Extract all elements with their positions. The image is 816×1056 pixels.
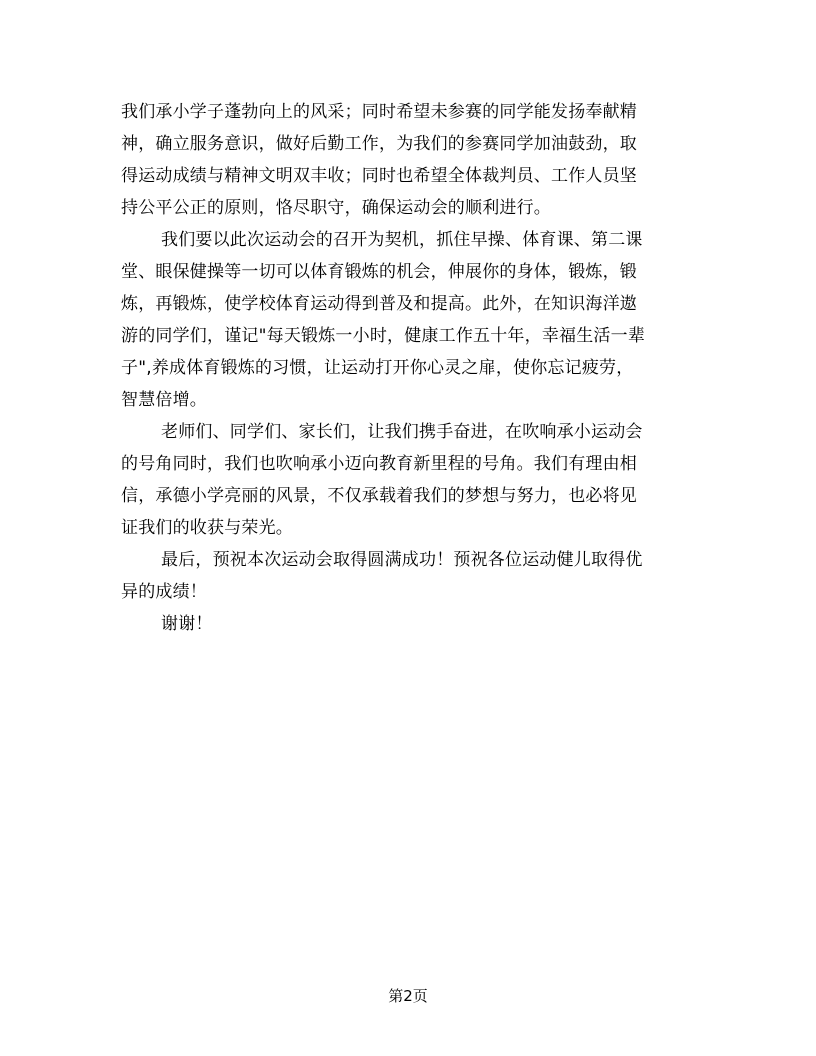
body-text xyxy=(121,96,701,640)
paragraph-3-line-4: 证我们的收获与荣光。 xyxy=(121,518,293,538)
paragraph-3-line-2: 的号角同时，我们也吹响承小迈向教育新里程的号角。我们有理由相 xyxy=(121,454,637,474)
paragraph-1-line-2: 神，确立服务意识，做好后勤工作，为我们的参赛同学加油鼓劲，取 xyxy=(121,134,637,154)
paragraph-4-line-2: 异的成绩！ xyxy=(121,582,207,602)
paragraph-3-line-3: 信，承德小学亮丽的风景，不仅承载着我们的梦想与努力，也必将见 xyxy=(121,486,637,506)
paragraph-1-line-1: 我们承小学子蓬勃向上的风采；同时希望未参赛的同学能发扬奉献精 xyxy=(121,102,637,122)
paragraph-2-line-2: 堂、眼保健操等一切可以体育锻炼的机会，伸展你的身体，锻炼，锻 xyxy=(121,262,637,282)
paragraph-4-line-1: 最后，预祝本次运动会取得圆满成功！预祝各位运动健儿取得优 xyxy=(161,550,643,570)
paragraph-2-line-6: 智慧倍增。 xyxy=(121,390,207,410)
paragraph-3-line-1: 老师们、同学们、家长们，让我们携手奋进，在吹响承小运动会 xyxy=(161,422,643,442)
paragraph-2-line-4: 游的同学们，谨记"每天锻炼一小时，健康工作五十年，幸福生活一辈 xyxy=(121,326,646,346)
paragraph-2-line-5: 子",养成体育锻炼的习惯，让运动打开你心灵之扉，使你忘记疲劳， xyxy=(121,358,634,378)
paragraph-2-line-3: 炼，再锻炼，使学校体育运动得到普及和提高。此外，在知识海洋遨 xyxy=(121,294,637,314)
paragraph-1-line-3: 得运动成绩与精神文明双丰收；同时也希望全体裁判员、工作人员坚 xyxy=(121,166,637,186)
page-number: 第2页 xyxy=(388,987,428,1005)
paragraph-1-line-4: 持公平公正的原则，恪尽职守，确保运动会的顺利进行。 xyxy=(121,198,551,218)
paragraph-2-line-1: 我们要以此次运动会的召开为契机，抓住早操、体育课、第二课 xyxy=(161,230,643,250)
paragraph-5-line-1: 谢谢！ xyxy=(161,614,213,634)
